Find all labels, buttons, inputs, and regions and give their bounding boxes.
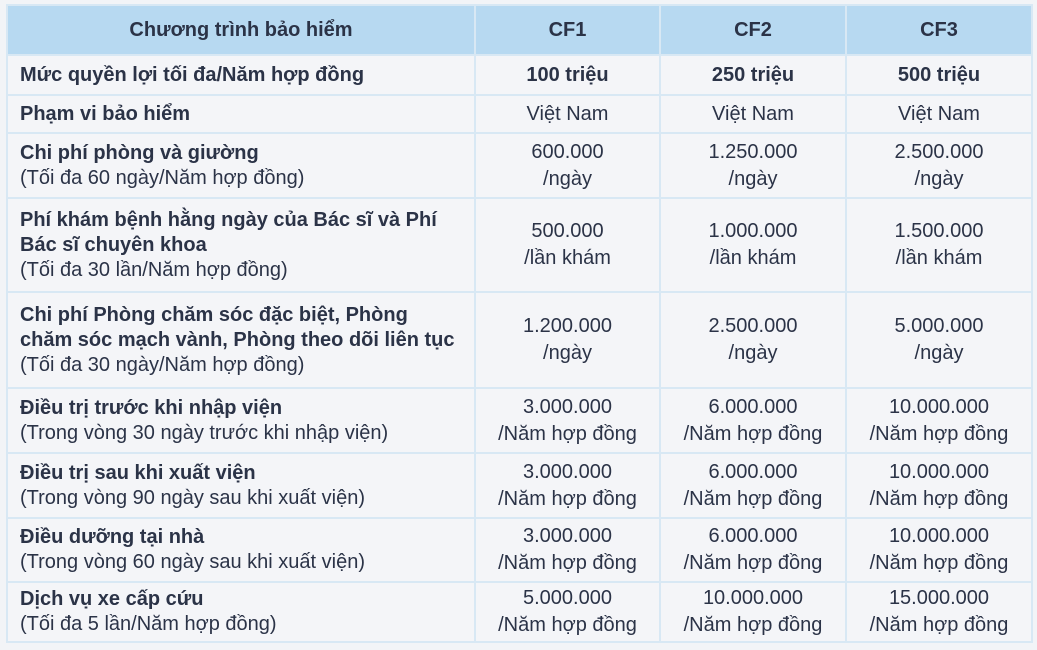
cell-unit: /Năm hợp đồng: [683, 552, 823, 574]
row-note: (Trong vòng 30 ngày trước khi nhập viện): [20, 421, 389, 444]
cell-unit: /Năm hợp đồng: [683, 422, 823, 445]
row-note: (Tối đa 5 lần/Năm hợp đồng): [20, 613, 277, 635]
row-label: [7, 95, 475, 133]
row-label: [7, 582, 475, 642]
cell-unit: /Năm hợp đồng: [869, 552, 1009, 574]
table-row: [7, 453, 1032, 518]
cell-cf3: [846, 388, 1032, 453]
cell-unit: /ngày: [728, 342, 778, 364]
cell-amount: 10.000.000: [888, 395, 990, 418]
cell-cf2: Việt Nam: [660, 95, 846, 133]
row-note: (Tối đa 60 ngày/Năm hợp đồng): [20, 166, 305, 189]
cell-cf2: [660, 133, 846, 198]
row-title: Điều trị trước khi nhập viện: [20, 396, 283, 419]
cell-amount: 1.500.000: [894, 220, 984, 242]
cell-cf2: [660, 198, 846, 292]
table-row: [7, 582, 1032, 642]
cell-amount: 1.000.000: [708, 220, 798, 242]
cell-cf2: [660, 292, 846, 388]
cell-amount: 1.200.000: [523, 315, 612, 337]
row-label: [7, 518, 475, 582]
cell-unit: /Năm hợp đồng: [498, 552, 637, 574]
row-note: (Trong vòng 60 ngày sau khi xuất viện): [20, 551, 366, 573]
cell-cf2: [660, 388, 846, 453]
header-program: Chương trình bảo hiểm: [7, 5, 475, 55]
cell-unit: /lần khám: [524, 247, 611, 269]
cell-amount: 10.000.000: [888, 460, 990, 483]
row-title: Chi phí phòng và giường: [20, 141, 259, 164]
cell-cf2: [660, 453, 846, 518]
row-title: Mức quyền lợi tối đa/Năm hợp đồng: [20, 63, 365, 86]
table-row: [7, 198, 1032, 292]
row-label: [7, 453, 475, 518]
cell-amount: 2.500.000: [894, 140, 984, 163]
cell-amount: 10.000.000: [702, 587, 804, 609]
row-label: [7, 292, 475, 388]
cell-cf1: [475, 133, 660, 198]
cell-amount: 10.000.000: [888, 525, 990, 547]
cell-unit: /Năm hợp đồng: [498, 422, 637, 445]
cell-unit: /Năm hợp đồng: [498, 614, 637, 636]
cell-cf1: [475, 453, 660, 518]
cell-unit: /Năm hợp đồng: [869, 422, 1009, 445]
cell-amount: 2.500.000: [708, 315, 798, 337]
cell-cf3: [846, 518, 1032, 582]
row-note: (Tối đa 30 lần/Năm hợp đồng): [20, 258, 288, 281]
table-row: [7, 388, 1032, 453]
cell-amount: 5.000.000: [894, 315, 984, 337]
cell-cf1: [475, 292, 660, 388]
table-row: [7, 518, 1032, 582]
row-label: [7, 133, 475, 198]
cell-cf2: [660, 518, 846, 582]
cell-cf1: [475, 582, 660, 642]
cell-unit: /Năm hợp đồng: [869, 614, 1009, 636]
table-row: [7, 95, 1032, 133]
cell-cf3: [846, 198, 1032, 292]
cell-cf3: [846, 453, 1032, 518]
cell-amount: 600.000: [531, 140, 604, 163]
header-plan-cf1: CF1: [475, 5, 660, 55]
row-title-line1: Phí khám bệnh hằng ngày của Bác sĩ và Phí: [20, 208, 437, 231]
cell-amount: 1.250.000: [708, 140, 798, 163]
header-row: [7, 5, 1032, 55]
cell-unit: /lần khám: [709, 247, 797, 269]
cell-cf3: [846, 133, 1032, 198]
header-plan-cf2: CF2: [660, 5, 846, 55]
cell-amount: 500.000: [531, 220, 604, 242]
row-title-line2: Bác sĩ chuyên khoa: [20, 233, 207, 256]
cell-cf3: 500 triệu: [846, 55, 1032, 95]
row-label: [7, 55, 475, 95]
row-title-line1: Chi phí Phòng chăm sóc đặc biệt, Phòng: [20, 303, 408, 326]
cell-cf1: 100 triệu: [475, 55, 660, 95]
cell-amount: 15.000.000: [888, 587, 990, 609]
row-title: Điều trị sau khi xuất viện: [20, 461, 256, 484]
cell-unit: /ngày: [543, 167, 592, 190]
cell-unit: /Năm hợp đồng: [683, 614, 823, 636]
row-title: Điều dưỡng tại nhà: [20, 526, 205, 548]
cell-unit: /ngày: [543, 342, 592, 364]
row-note: (Trong vòng 90 ngày sau khi xuất viện): [20, 486, 366, 509]
cell-amount: 5.000.000: [523, 587, 612, 609]
cell-amount: 6.000.000: [708, 395, 798, 418]
cell-cf2: 250 triệu: [660, 55, 846, 95]
table-row: [7, 55, 1032, 95]
cell-cf3: Việt Nam: [846, 95, 1032, 133]
cell-unit: /ngày: [728, 167, 778, 190]
cell-amount: 3.000.000: [523, 395, 612, 418]
table-row: [7, 133, 1032, 198]
cell-unit: /ngày: [914, 167, 964, 190]
row-title-line2: chăm sóc mạch vành, Phòng theo dõi liên tục: [20, 328, 455, 351]
row-title: Dịch vụ xe cấp cứu: [20, 588, 204, 610]
cell-cf2: [660, 582, 846, 642]
cell-cf1: [475, 388, 660, 453]
header-plan-cf3: CF3: [846, 5, 1032, 55]
cell-unit: /Năm hợp đồng: [869, 487, 1009, 510]
row-label: [7, 198, 475, 292]
cell-cf1: Việt Nam: [475, 95, 660, 133]
cell-cf3: [846, 582, 1032, 642]
row-label: [7, 388, 475, 453]
row-note: (Tối đa 30 ngày/Năm hợp đồng): [20, 353, 305, 376]
cell-amount: 3.000.000: [523, 525, 612, 547]
insurance-benefits-table: [6, 4, 1033, 643]
cell-cf1: [475, 198, 660, 292]
cell-unit: /ngày: [914, 342, 964, 364]
cell-unit: /Năm hợp đồng: [683, 487, 823, 510]
cell-amount: 3.000.000: [523, 460, 612, 483]
cell-unit: /lần khám: [895, 247, 983, 269]
cell-amount: 6.000.000: [708, 525, 798, 547]
cell-unit: /Năm hợp đồng: [498, 487, 637, 510]
cell-amount: 6.000.000: [708, 460, 798, 483]
cell-cf1: [475, 518, 660, 582]
row-title: Phạm vi bảo hiểm: [20, 102, 191, 125]
table-row: [7, 292, 1032, 388]
cell-cf3: [846, 292, 1032, 388]
